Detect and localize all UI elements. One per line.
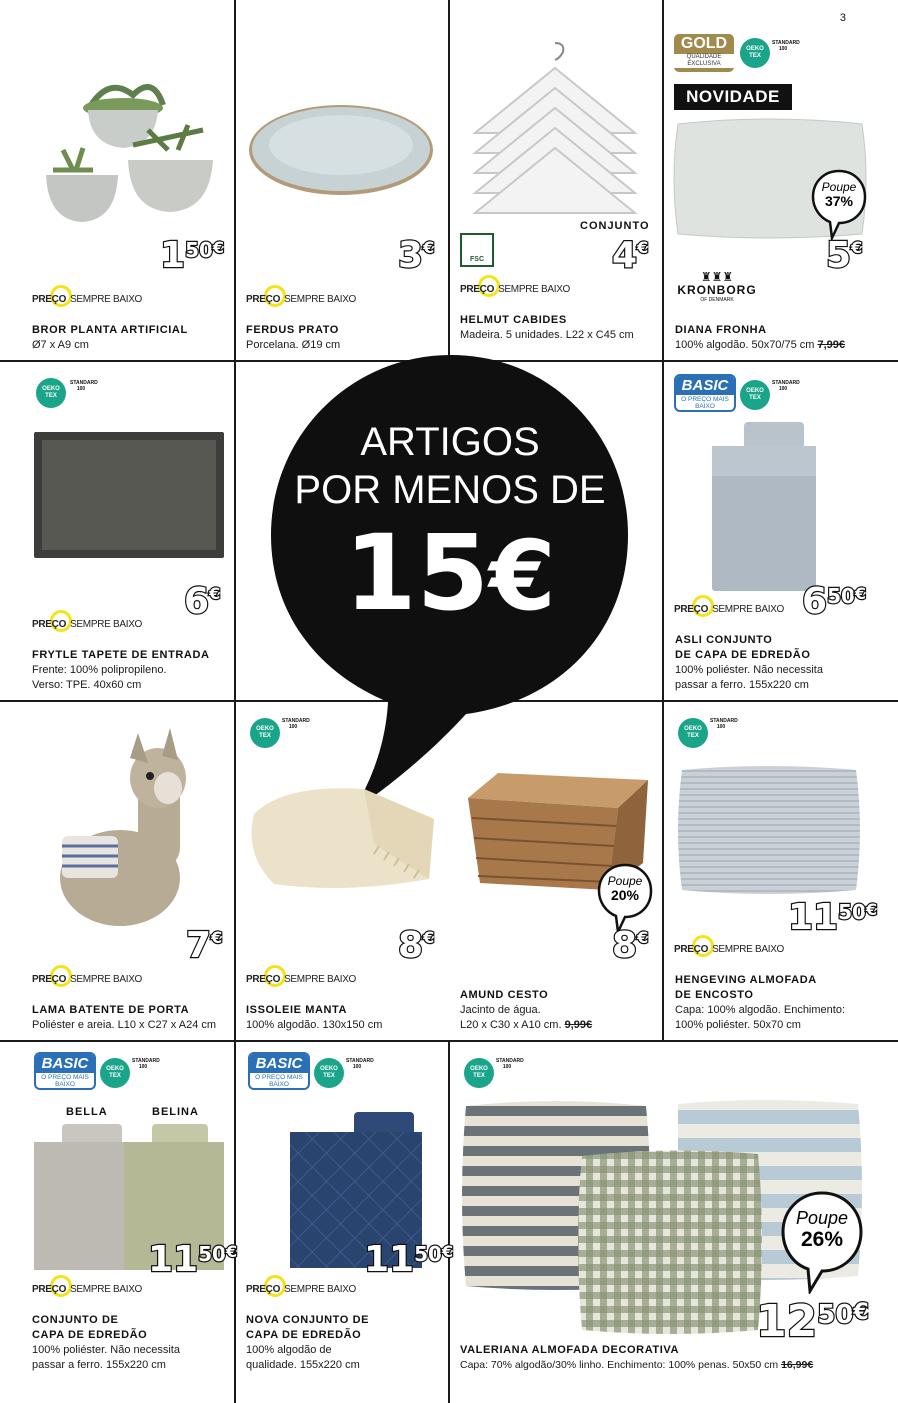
price-nova — [364, 1239, 454, 1280]
price-currency: € — [423, 928, 435, 947]
preco-part1: PREÇO — [674, 603, 709, 615]
price-currency: € — [209, 584, 221, 603]
price-hengeving — [788, 897, 878, 938]
oeko-tex-icon — [100, 1058, 130, 1088]
price-currency: € — [865, 900, 878, 919]
helmut-tag: CONJUNTO — [580, 220, 650, 232]
desc-text: L20 x C30 x A10 cm. — [460, 1019, 562, 1031]
product-desc: Madeira. 5 unidades. L22 x C45 cm — [460, 329, 634, 341]
preco-part1: PREÇO — [32, 293, 67, 305]
gold-badge — [674, 34, 734, 72]
product-name-1: ASLI CONJUNTO — [675, 634, 773, 646]
gold-subtitle: QUALIDADE EXCLUSIVA — [674, 54, 734, 68]
poupe-amund — [596, 862, 654, 934]
price-main: 8 — [612, 925, 638, 966]
bubble-line-2: POR MENOS DE — [294, 468, 606, 512]
hangers-image — [460, 38, 650, 218]
preco-part2: SEMPRE BAIXO — [712, 943, 785, 955]
price-cents: 50 — [817, 1300, 854, 1330]
product-lama[interactable] — [32, 1003, 232, 1033]
preco-part2: SEMPRE BAIXO — [712, 603, 785, 615]
product-desc-2: 100% poliéster. 50x70 cm — [675, 1019, 801, 1031]
poupe-pct: 20% — [610, 887, 640, 903]
price-asli — [802, 581, 867, 622]
grid-hline-3 — [0, 1040, 898, 1042]
blanket-image — [244, 784, 440, 894]
poupe-word: Poupe — [821, 180, 857, 194]
oeko-standard: STANDARD 100 — [772, 380, 800, 392]
preco-part1: PREÇO — [32, 618, 67, 630]
basic-title: BASIC — [676, 376, 734, 395]
product-desc-1: Frente: 100% polipropileno. — [32, 664, 167, 676]
oeko-label: OEKO TEX — [42, 386, 60, 399]
price-ferdus — [398, 235, 435, 276]
price-currency: € — [225, 1242, 238, 1261]
page-number: 3 — [839, 12, 846, 24]
price-currency: € — [853, 1300, 869, 1325]
price-conjunto — [148, 1239, 238, 1280]
preco-part2: SEMPRE BAIXO — [284, 973, 357, 985]
preco-part2: SEMPRE BAIXO — [70, 1283, 143, 1295]
variant-belina: BELINA — [152, 1106, 199, 1118]
price-currency: € — [212, 238, 225, 257]
product-conjunto[interactable] — [32, 1313, 232, 1373]
preco-part2: SEMPRE BAIXO — [70, 293, 143, 305]
basic-subtitle: O PREÇO MAIS BAIXO — [41, 1074, 89, 1088]
poupe-diana — [810, 168, 868, 240]
preco-part1: PREÇO — [674, 943, 709, 955]
price-main: 6 — [802, 581, 828, 622]
price-cents: 50 — [185, 238, 213, 262]
oeko-standard: STANDARD 100 — [132, 1058, 160, 1070]
basic-subtitle: O PREÇO MAIS BAIXO — [681, 396, 729, 410]
price-valeriana — [756, 1296, 869, 1347]
poupe-pct: 37% — [824, 193, 854, 209]
oeko-standard: STANDARD 100 — [496, 1058, 524, 1070]
product-nova[interactable] — [246, 1313, 446, 1373]
price-helmut — [612, 235, 649, 276]
product-frytle[interactable] — [32, 648, 232, 693]
preco-part2: SEMPRE BAIXO — [284, 293, 357, 305]
bubble-currency: € — [488, 520, 556, 632]
product-desc-2: passar a ferro. 155x220 cm — [675, 679, 809, 691]
kronborg-logo — [674, 270, 760, 303]
desc-text: Capa: 70% algodão/30% linho. Enchimento: 100% penas. 50x50 cm — [460, 1359, 779, 1371]
price-main: 11 — [788, 897, 839, 938]
price-cents: 50 — [838, 900, 866, 924]
cushion-image — [676, 764, 862, 896]
product-name-1: CONJUNTO DE — [32, 1314, 119, 1326]
oeko-label: OEKO TEX — [684, 726, 702, 739]
product-valeriana[interactable] — [460, 1343, 896, 1373]
product-desc: Porcelana. Ø19 cm — [246, 339, 341, 351]
price-main: 6 — [184, 581, 210, 622]
basic-badge — [674, 374, 736, 412]
product-desc-1: 100% poliéster. Não necessita — [675, 664, 823, 676]
product-ferdus[interactable] — [246, 323, 446, 353]
product-amund[interactable] — [460, 988, 660, 1033]
preco-part2: SEMPRE BAIXO — [284, 1283, 357, 1295]
price-amund — [612, 925, 649, 966]
product-name-1: HENGEVING ALMOFADA — [675, 974, 817, 986]
oeko-label: OEKO TEX — [106, 1066, 124, 1079]
product-name: FERDUS PRATO — [246, 324, 339, 336]
oeko-label: OEKO TEX — [746, 388, 764, 401]
oeko-tex-icon — [740, 38, 770, 68]
price-currency: € — [637, 238, 649, 257]
product-asli[interactable] — [675, 633, 895, 693]
basic-subtitle: O PREÇO MAIS BAIXO — [255, 1074, 303, 1088]
product-issoleie[interactable] — [246, 1003, 446, 1033]
fsc-icon — [460, 233, 494, 267]
product-hengeving[interactable] — [675, 973, 895, 1033]
preco-logo — [246, 1278, 356, 1300]
product-desc-1: 100% poliéster. Não necessita — [32, 1344, 180, 1356]
product-desc: Poliéster e areia. L10 x C27 x A24 cm — [32, 1019, 217, 1031]
product-name-2: DE CAPA DE EDREDÃO — [675, 649, 811, 661]
grid-vline-3 — [662, 0, 664, 1040]
price-currency: € — [637, 928, 649, 947]
oeko-label: OEKO TEX — [470, 1066, 488, 1079]
basic-title: BASIC — [250, 1054, 308, 1073]
product-name: DIANA FRONHA — [675, 324, 767, 336]
price-currency: € — [441, 1242, 454, 1261]
duvet-image — [704, 420, 824, 595]
oeko-tex-icon — [250, 718, 280, 748]
preco-part2: SEMPRE BAIXO — [70, 618, 143, 630]
preco-part1: PREÇO — [246, 973, 281, 985]
price-main: 3 — [398, 235, 424, 276]
oeko-standard: STANDARD 100 — [772, 40, 800, 52]
plate-image — [246, 100, 441, 200]
oeko-standard: STANDARD 100 — [282, 718, 310, 730]
product-name: LAMA BATENTE DE PORTA — [32, 1004, 190, 1016]
price-currency: € — [854, 584, 867, 603]
oeko-tex-icon — [36, 378, 66, 408]
preco-logo — [32, 968, 142, 990]
price-lama — [186, 925, 223, 966]
price-diana — [826, 235, 863, 276]
gold-title: GOLD — [680, 35, 728, 52]
poupe-word: Poupe — [795, 1208, 849, 1228]
old-price: 9,99€ — [564, 1019, 593, 1031]
product-desc-1: Capa: 100% algodão. Enchimento: — [675, 1004, 846, 1016]
product-bror[interactable] — [32, 323, 232, 353]
preco-logo — [460, 278, 570, 300]
oeko-label: OEKO TEX — [746, 46, 764, 59]
product-desc: 100% algodão. 130x150 cm — [246, 1019, 383, 1031]
novidade-badge — [674, 84, 792, 110]
preco-part1: PREÇO — [246, 1283, 281, 1295]
price-issoleie — [398, 925, 435, 966]
crown-icon: ♜♜♜ — [700, 270, 734, 284]
product-name: AMUND CESTO — [460, 989, 549, 1001]
preco-part1: PREÇO — [32, 973, 67, 985]
price-cents: 50 — [827, 584, 855, 608]
price-main: 11 — [364, 1239, 415, 1280]
product-name: FRYTLE TAPETE DE ENTRADA — [32, 649, 210, 661]
product-desc-2: passar a ferro. 155x220 cm — [32, 1359, 166, 1371]
variant-bella: BELLA — [66, 1106, 108, 1118]
preco-part1: PREÇO — [32, 1283, 67, 1295]
product-desc-2 — [460, 1018, 660, 1033]
price-currency: € — [423, 238, 435, 257]
bubble-amount-value: 15 — [344, 512, 489, 634]
oeko-tex-icon — [464, 1058, 494, 1088]
old-price: 16,99€ — [781, 1359, 814, 1371]
preco-part1: PREÇO — [460, 283, 495, 295]
preco-logo — [246, 968, 356, 990]
price-currency: € — [851, 238, 863, 257]
oeko-tex-icon — [678, 718, 708, 748]
price-currency: € — [211, 928, 223, 947]
price-main: 11 — [148, 1239, 199, 1280]
preco-part2: SEMPRE BAIXO — [70, 973, 143, 985]
product-name-2: DE ENCOSTO — [675, 989, 754, 1001]
desc-text: 100% algodão. 50x70/75 cm — [675, 339, 815, 351]
price-main: 4 — [612, 235, 638, 276]
poupe-valeriana — [780, 1190, 864, 1294]
preco-logo — [674, 938, 784, 960]
price-cents: 50 — [198, 1242, 226, 1266]
bubble-amount — [270, 512, 630, 634]
price-main: 1 — [160, 235, 186, 276]
basic-badge — [248, 1052, 310, 1090]
price-cents: 50 — [414, 1242, 442, 1266]
kronborg-name: KRONBORG — [677, 283, 757, 297]
product-name: BROR PLANTA ARTIFICIAL — [32, 324, 188, 336]
oeko-standard: STANDARD 100 — [70, 380, 98, 392]
poupe-pct: 26% — [800, 1228, 844, 1251]
preco-logo — [32, 613, 142, 635]
product-name-2: CAPA DE EDREDÃO — [246, 1329, 362, 1341]
oeko-standard: STANDARD 100 — [710, 718, 738, 730]
product-name: VALERIANA ALMOFADA DECORATIVA — [460, 1344, 680, 1356]
basic-title: BASIC — [36, 1054, 94, 1073]
kronborg-sub: OF DENMARK — [700, 297, 734, 303]
old-price: 7,99€ — [817, 339, 846, 351]
llama-image — [40, 718, 200, 938]
grid-vline-2 — [448, 0, 450, 360]
preco-logo — [32, 1278, 142, 1300]
novidade-label: NOVIDADE — [686, 87, 780, 106]
product-desc-1: Jacinto de água. — [460, 1004, 541, 1016]
oeko-label: OEKO TEX — [256, 726, 274, 739]
oeko-label: OEKO TEX — [320, 1066, 338, 1079]
oeko-tex-icon — [740, 380, 770, 410]
price-bror — [160, 235, 225, 276]
preco-part2: SEMPRE BAIXO — [498, 283, 571, 295]
basic-badge — [34, 1052, 96, 1090]
preco-logo — [32, 288, 142, 310]
product-name: ISSOLEIE MANTA — [246, 1004, 348, 1016]
bubble-line-1: ARTIGOS — [360, 420, 540, 464]
oeko-standard: STANDARD 100 — [346, 1058, 374, 1070]
plant-image — [38, 70, 223, 240]
product-desc-1: 100% algodão de — [246, 1344, 332, 1356]
price-frytle — [184, 581, 221, 622]
product-desc-2: qualidade. 155x220 cm — [246, 1359, 360, 1371]
price-main: 5 — [826, 235, 852, 276]
fsc-label: FSC — [470, 256, 484, 263]
preco-part1: PREÇO — [246, 293, 281, 305]
product-desc — [460, 1358, 896, 1373]
price-main: 7 — [186, 925, 212, 966]
oeko-tex-icon — [314, 1058, 344, 1088]
preco-logo — [246, 288, 356, 310]
doormat-center — [42, 440, 216, 550]
product-desc: Ø7 x A9 cm — [32, 339, 89, 351]
product-name-1: NOVA CONJUNTO DE — [246, 1314, 370, 1326]
product-diana[interactable] — [675, 323, 895, 353]
poupe-word: Poupe — [607, 874, 643, 888]
product-name-2: CAPA DE EDREDÃO — [32, 1329, 148, 1341]
product-desc — [675, 338, 895, 353]
product-name: HELMUT CABIDES — [460, 314, 567, 326]
grid-vline-2b — [448, 1040, 450, 1403]
doormat-image — [34, 432, 224, 558]
preco-logo — [674, 598, 784, 620]
price-main: 12 — [756, 1296, 818, 1347]
product-helmut[interactable] — [460, 313, 660, 343]
price-main: 8 — [398, 925, 424, 966]
product-desc-2: Verso: TPE. 40x60 cm — [32, 679, 142, 691]
